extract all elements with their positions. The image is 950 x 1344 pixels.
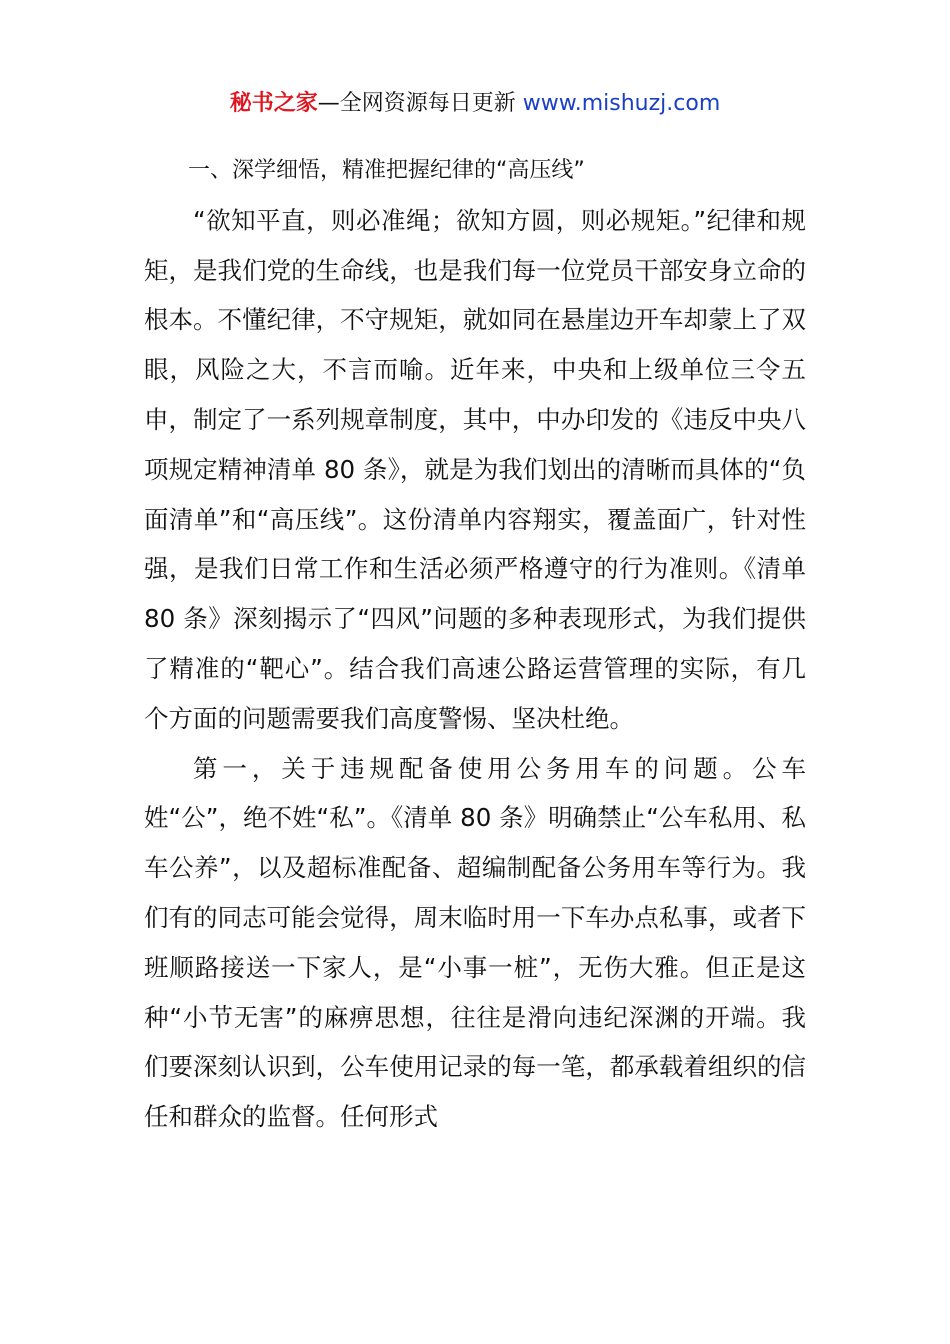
site-url-link[interactable]: www.mishuzj.com	[522, 91, 721, 116]
paragraph-intro: “欲知平直，则必准绳；欲知方圆，则必规矩。”纪律和规矩，是我们党的生命线，也是我们每一位党员干部安身立命的根本。不懂纪律，不守规矩，就如同在悬崖边开车却蒙上了双眼，风险之大，不言而喻。近年来，中央和上级单位三令五申，制定了一系列规章制度，其中，中办印发的《违反中央八项规定精神清单 80 条》，就是为我们划出的清晰而具体的“负面清单”和“高压线”。这份清单内容翔实，覆盖面广，针对性强，是我们日常工作和生活必须严格遵守的行为准则。《清单 80 条》深刻揭示了“四风”问题的多种表现形式，为我们提供了精准的“靶心”。结合我们高速公路运营管理的实际，有几个方面的问题需要我们高度警惕、坚决杜绝。	[144, 205, 806, 733]
document-body	[144, 146, 806, 1142]
section-heading: 一、深学细悟，精准把握纪律的“高压线”	[188, 158, 585, 183]
brand-name: 秘书之家	[229, 91, 318, 116]
page-header	[0, 88, 950, 120]
paragraph-first-point: 第一，关于违规配备使用公务用车的问题。公车姓“公”，绝不姓“私”。《清单 80 条》明确禁止“公车私用、私车公养”，以及超标准配备、超编制配备公务用车等行为。我们有的同志可能会觉得，周末临时用一下车办点私事，或者下班顺路接送一下家人，是“小事一桩”，无伤大雅。但正是这种“小节无害”的麻痹思想，往往是滑向违纪深渊的开端。我们要深刻认识到，公车使用记录的每一笔，都承载着组织的信任和群众的监督。任何形式	[144, 753, 806, 1132]
header-tagline: —全网资源每日更新	[317, 91, 516, 116]
